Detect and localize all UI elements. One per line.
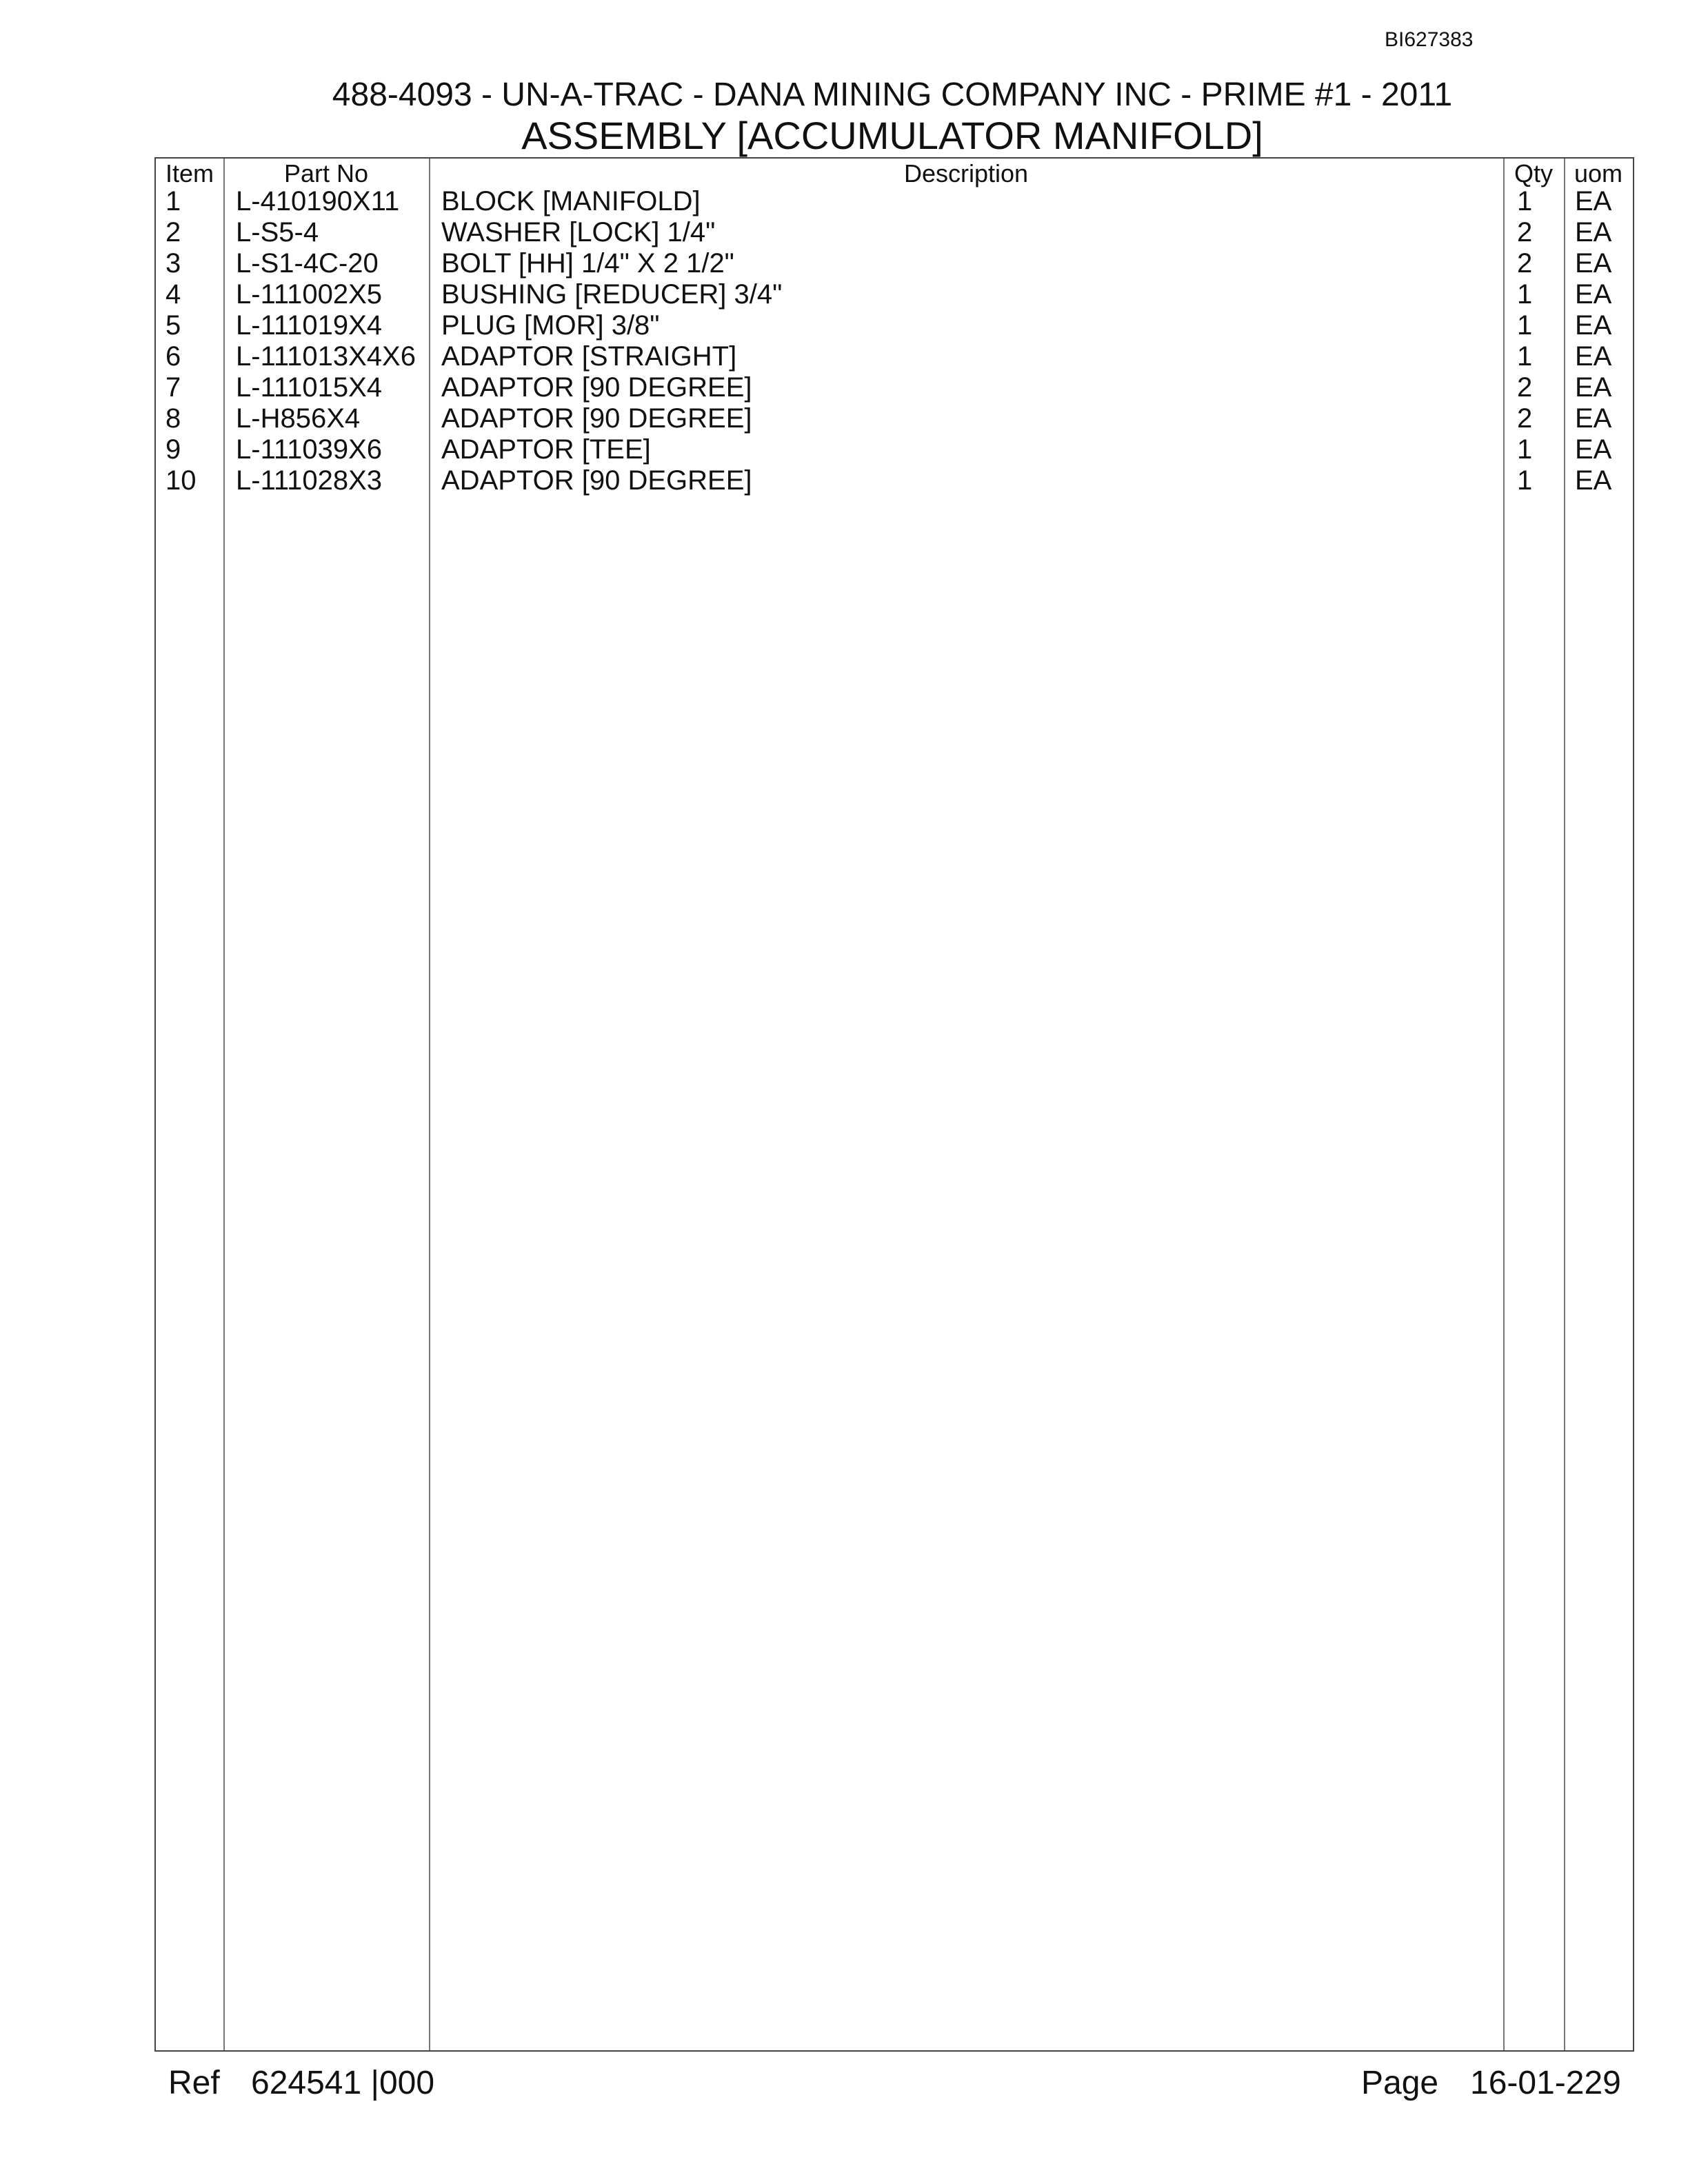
cell-uom: EA <box>1575 217 1612 247</box>
cell-uom: EA <box>1575 186 1612 216</box>
cell-uom: EA <box>1575 434 1612 465</box>
column-divider <box>429 159 430 2050</box>
cell-qty: 1 <box>1517 310 1533 341</box>
cell-description: BUSHING [REDUCER] 3/4" <box>441 279 783 310</box>
cell-uom: EA <box>1575 248 1612 279</box>
cell-description: ADAPTOR [90 DEGREE] <box>441 403 752 434</box>
cell-item: 10 <box>165 465 197 496</box>
cell-part-no: L-111039X6 <box>236 434 383 465</box>
cell-description: ADAPTOR [90 DEGREE] <box>441 372 752 403</box>
header-part-no: Part No <box>283 159 369 188</box>
document-id: BI627383 <box>1385 28 1474 51</box>
header-description: Description <box>903 159 1029 188</box>
column-divider <box>1503 159 1505 2050</box>
cell-item: 6 <box>165 341 181 372</box>
cell-description: ADAPTOR [TEE] <box>441 434 651 465</box>
cell-uom: EA <box>1575 403 1612 434</box>
cell-item: 4 <box>165 279 181 310</box>
cell-qty: 2 <box>1517 372 1533 403</box>
cell-uom: EA <box>1575 310 1612 341</box>
page-label: Page <box>1361 2065 1439 2101</box>
cell-uom: EA <box>1575 372 1612 403</box>
cell-part-no: L-111002X5 <box>236 279 383 310</box>
cell-part-no: L-111013X4X6 <box>236 341 416 372</box>
cell-item: 1 <box>165 186 181 216</box>
cell-description: BLOCK [MANIFOLD] <box>441 186 701 216</box>
cell-qty: 2 <box>1517 217 1533 247</box>
cell-description: PLUG [MOR] 3/8" <box>441 310 660 341</box>
cell-item: 9 <box>165 434 181 465</box>
cell-description: ADAPTOR [STRAIGHT] <box>441 341 737 372</box>
cell-part-no: L-S1-4C-20 <box>236 248 379 279</box>
ref-label: Ref <box>168 2065 220 2101</box>
header-qty: Qty <box>1514 159 1553 188</box>
assembly-title: ASSEMBLY [ACCUMULATOR MANIFOLD] <box>521 114 1263 157</box>
cell-part-no: L-H856X4 <box>236 403 361 434</box>
cell-uom: EA <box>1575 465 1612 496</box>
cell-qty: 1 <box>1517 186 1533 216</box>
cell-item: 3 <box>165 248 181 279</box>
cell-description: BOLT [HH] 1/4" X 2 1/2" <box>441 248 734 279</box>
cell-qty: 2 <box>1517 403 1533 434</box>
cell-item: 2 <box>165 217 181 247</box>
cell-description: WASHER [LOCK] 1/4" <box>441 217 716 247</box>
cell-item: 5 <box>165 310 181 341</box>
parts-table <box>154 157 1634 2052</box>
cell-part-no: L-111015X4 <box>236 372 383 403</box>
cell-qty: 1 <box>1517 465 1533 496</box>
cell-part-no: L-111028X3 <box>236 465 383 496</box>
cell-uom: EA <box>1575 279 1612 310</box>
page-number: 16-01-229 <box>1470 2065 1621 2101</box>
header-item: Item <box>165 159 214 188</box>
cell-part-no: L-410190X11 <box>236 186 400 216</box>
cell-uom: EA <box>1575 341 1612 372</box>
cell-part-no: L-111019X4 <box>236 310 383 341</box>
cell-qty: 1 <box>1517 434 1533 465</box>
cell-description: ADAPTOR [90 DEGREE] <box>441 465 752 496</box>
cell-item: 7 <box>165 372 181 403</box>
column-divider <box>223 159 225 2050</box>
cell-qty: 1 <box>1517 279 1533 310</box>
ref-value: 624541 |000 <box>251 2065 435 2101</box>
cell-item: 8 <box>165 403 181 434</box>
column-divider <box>1564 159 1565 2050</box>
cell-part-no: L-S5-4 <box>236 217 319 247</box>
page-title: 488-4093 - UN-A-TRAC - DANA MINING COMPANY INC - PRIME #1 - 2011 <box>332 77 1453 113</box>
cell-qty: 2 <box>1517 248 1533 279</box>
cell-qty: 1 <box>1517 341 1533 372</box>
header-uom: uom <box>1574 159 1623 188</box>
